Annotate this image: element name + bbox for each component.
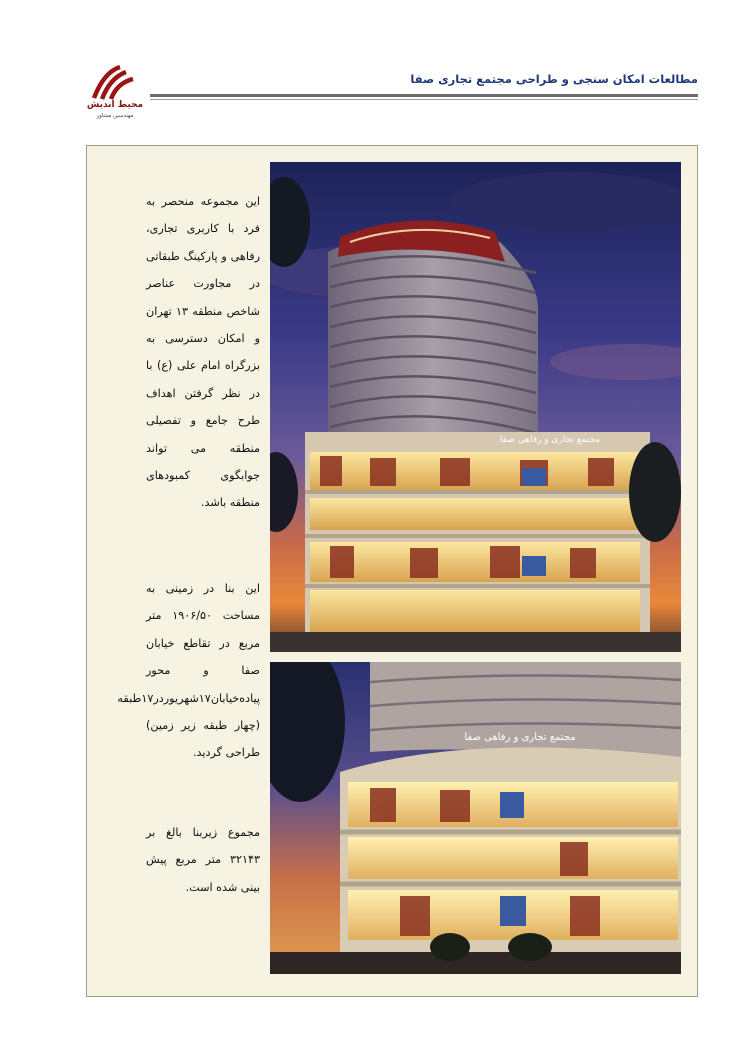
company-logo bbox=[78, 64, 152, 126]
building-sign-1: مجتمع تجاری و رفاهی صفا bbox=[499, 435, 601, 445]
header-rule bbox=[150, 94, 698, 97]
header-rule-thin bbox=[150, 99, 698, 100]
logo-icon bbox=[90, 64, 140, 102]
page-title: مطالعات امکان سنجی و طراحی مجتمع تجاری صفا bbox=[410, 72, 698, 86]
building-render-full bbox=[270, 162, 681, 652]
logo-name: محیط اندیش bbox=[86, 100, 144, 110]
logo-subtitle: مهندسین مشاور bbox=[96, 113, 134, 119]
paragraph-site: این بنا در زمینی به مساحت ۱۹۰۶/۵۰ متر مربع در تقاطع خیابان صفا و محور پیاده‌خیابان۱۷شهریوردر۱۷طبقه (چهار طبقه زیر زمین) طراحی گردید. bbox=[117, 582, 260, 760]
building-render-podium bbox=[270, 662, 681, 974]
paragraph-area: مجموع زیربنا بالغ بر ۳۲۱۴۳ متر مربع پیش بینی شده است. bbox=[146, 826, 260, 894]
paragraph-intro: این مجموعه منحصر به فرد با کاربری تجاری، رفاهی و پارکینگ طبقاتی در مجاورت عناصر شاخص منطقه ۱۳ تهران و امکان دسترسی به بزرگراه امام علی (ع) با در نظر گرفتن اهداف طرح جامع و تفصیلی منطقه می تواند جوابگوی کمبودهای منطقه باشد. bbox=[146, 195, 260, 510]
building-sign-2: مجتمع تجاری و رفاهی صفا bbox=[464, 732, 576, 743]
